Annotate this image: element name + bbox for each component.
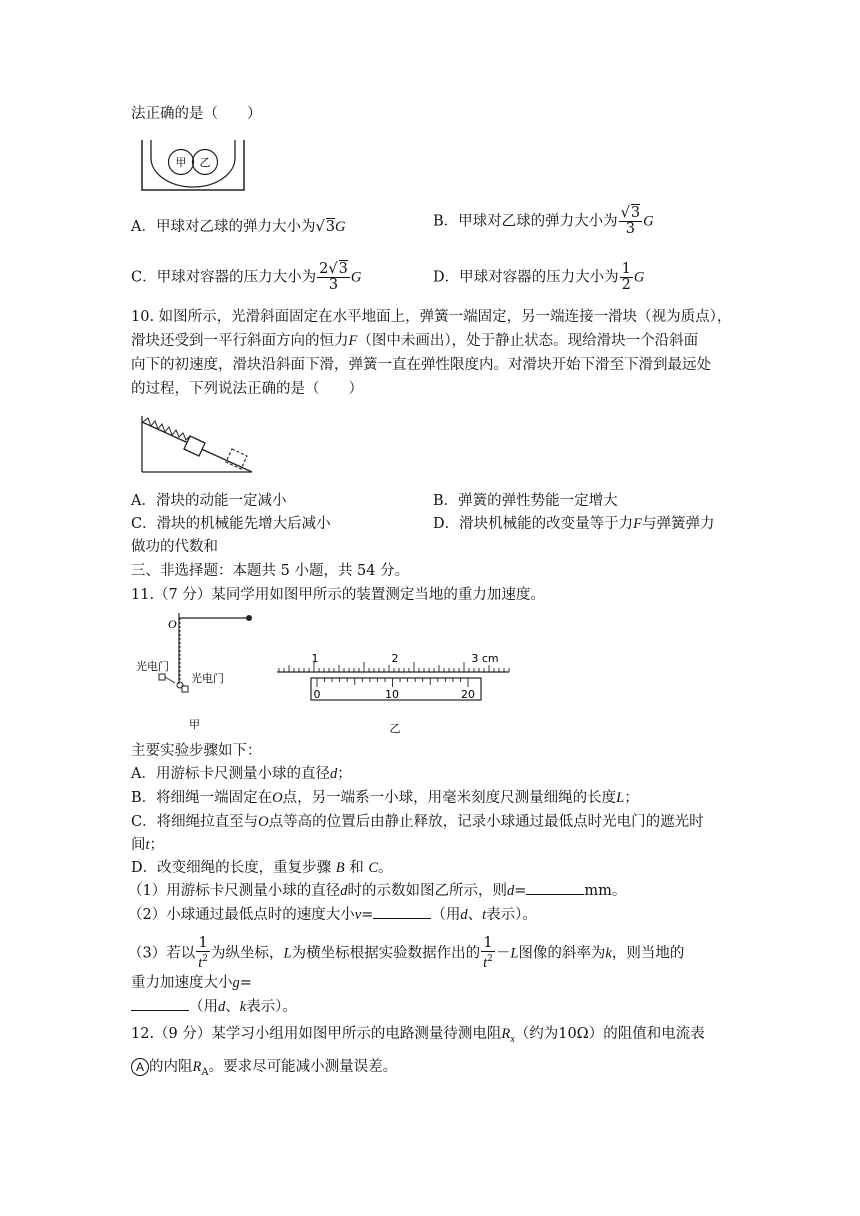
vernier-scale-ticks [279, 662, 509, 687]
main-scale-mark-1: 1 [311, 652, 319, 665]
q11-part-3: （3）若以 $\frac{1}{t^2}$ 为纵坐标，L为横坐标根据实验数据作出的 $\frac{1}{t^2}$ －L图像的斜率为k，则当地的 [128, 935, 685, 971]
q11-part-3-line-2: 重力加速度大小g= [131, 975, 252, 991]
q9-option-a[interactable]: A．甲球对乙球的弹力大小为√3G [131, 219, 346, 235]
ball-yi-label: 乙 [199, 156, 211, 169]
q9-option-b[interactable]: B．甲球对乙球的弹力大小为 $\frac{√3}{3}$ G [433, 205, 654, 237]
q10-option-d-continued: 做功的代数和 [131, 539, 218, 555]
vernier-mark-20: 20 [461, 688, 475, 701]
q10-line-2: 滑块还受到一平行斜面方向的恒力F（图中未画出），处于静止状态。现给滑块一个沿斜面 [131, 333, 699, 349]
main-scale-mark-3: 3 cm [471, 652, 499, 665]
q9-option-d[interactable]: D．甲球对容器的压力大小为 $\frac{1}{2}$ G [433, 261, 645, 293]
ball-jia-label: 甲 [175, 156, 187, 169]
q11-step-d: D．改变细绳的长度，重复步骤 B 和 C。 [131, 860, 393, 876]
q10-option-a[interactable]: A．滑块的动能一定减小 [131, 493, 287, 509]
figure-jia-caption: 甲 [189, 718, 200, 731]
q9-stem-tail: 法正确的是（ ） [131, 106, 262, 122]
q10-option-b[interactable]: B．弹簧的弹性势能一定增大 [433, 493, 618, 509]
q10-line-1: 10. 如图所示，光滑斜面固定在水平地面上，弹簧一端固定，另一端连接一滑块（视为质点）， [131, 309, 732, 325]
section-3-heading: 三、非选择题：本题共 5 小题，共 54 分。 [131, 563, 410, 579]
pivot-o-label: O [168, 617, 177, 631]
gate-label-2: 光电门 [191, 672, 224, 685]
q10-option-d[interactable]: D．滑块机械能的改变量等于力F与弹簧弹力 [433, 516, 715, 532]
q10-line-3: 向下的初速度，滑块沿斜面下滑，弹簧一直在弹性限度内。对滑块开始下滑至下滑到最远处 [131, 357, 711, 373]
q10-line-4: 的过程，下列说法正确的是（ ） [131, 381, 363, 397]
q11-vernier-figure-yi [273, 646, 513, 738]
q11-part-2: （2）小球通过最低点时的速度大小v= （用d、t表示）。 [128, 904, 537, 926]
gate-label-1: 光电门 [136, 660, 169, 673]
q10-option-c[interactable]: C．滑块的机械能先增大后减小 [131, 516, 331, 532]
main-scale-mark-2: 2 [391, 652, 399, 665]
q12-line-2: A 的内阻$R_A$。要求尽可能减小测量误差。 [131, 1056, 397, 1084]
answer-blank-v[interactable] [373, 904, 431, 919]
q11-step-c: C．将细绳拉直至与O点等高的位置后由静止释放，记录小球通过最低点时光电门的遮光时 [131, 814, 704, 830]
q12-line-1: 12.（9 分）某学习小组用如图甲所示的电路测量待测电阻$R_x$（约为10Ω）的阻值和电流表 [131, 1026, 705, 1045]
q10-incline-figure [134, 412, 258, 476]
answer-blank-d[interactable] [526, 880, 584, 895]
q9-option-c[interactable]: C．甲球对容器的压力大小为 $\frac{2√3}{3}$ G [131, 261, 362, 293]
ammeter-symbol: A [131, 1058, 149, 1076]
q11-title: 11.（7 分）某同学用如图甲所示的装置测定当地的重力加速度。 [131, 587, 545, 603]
q11-apparatus-figure-jia [131, 610, 261, 734]
q11-part-1: （1）用游标卡尺测量小球的直径d时的示数如图乙所示，则d= mm。 [128, 880, 626, 902]
q11-part-3-line-3: （用d、k表示）。 [131, 996, 297, 1018]
q9-container-figure [138, 136, 250, 196]
vernier-mark-10: 10 [385, 688, 399, 701]
q11-step-a: A．用游标卡尺测量小球的直径d； [131, 766, 352, 782]
q11-steps-title: 主要实验步骤如下： [131, 743, 262, 759]
vernier-mark-0: 0 [313, 688, 321, 701]
figure-yi-caption: 乙 [389, 722, 401, 735]
answer-blank-g[interactable] [131, 996, 189, 1011]
q11-step-c-continued: 间t； [131, 837, 165, 853]
q11-step-b: B．将细绳一端固定在O点，另一端系一小球，用毫米刻度尺测量细绳的长度L； [131, 790, 639, 806]
